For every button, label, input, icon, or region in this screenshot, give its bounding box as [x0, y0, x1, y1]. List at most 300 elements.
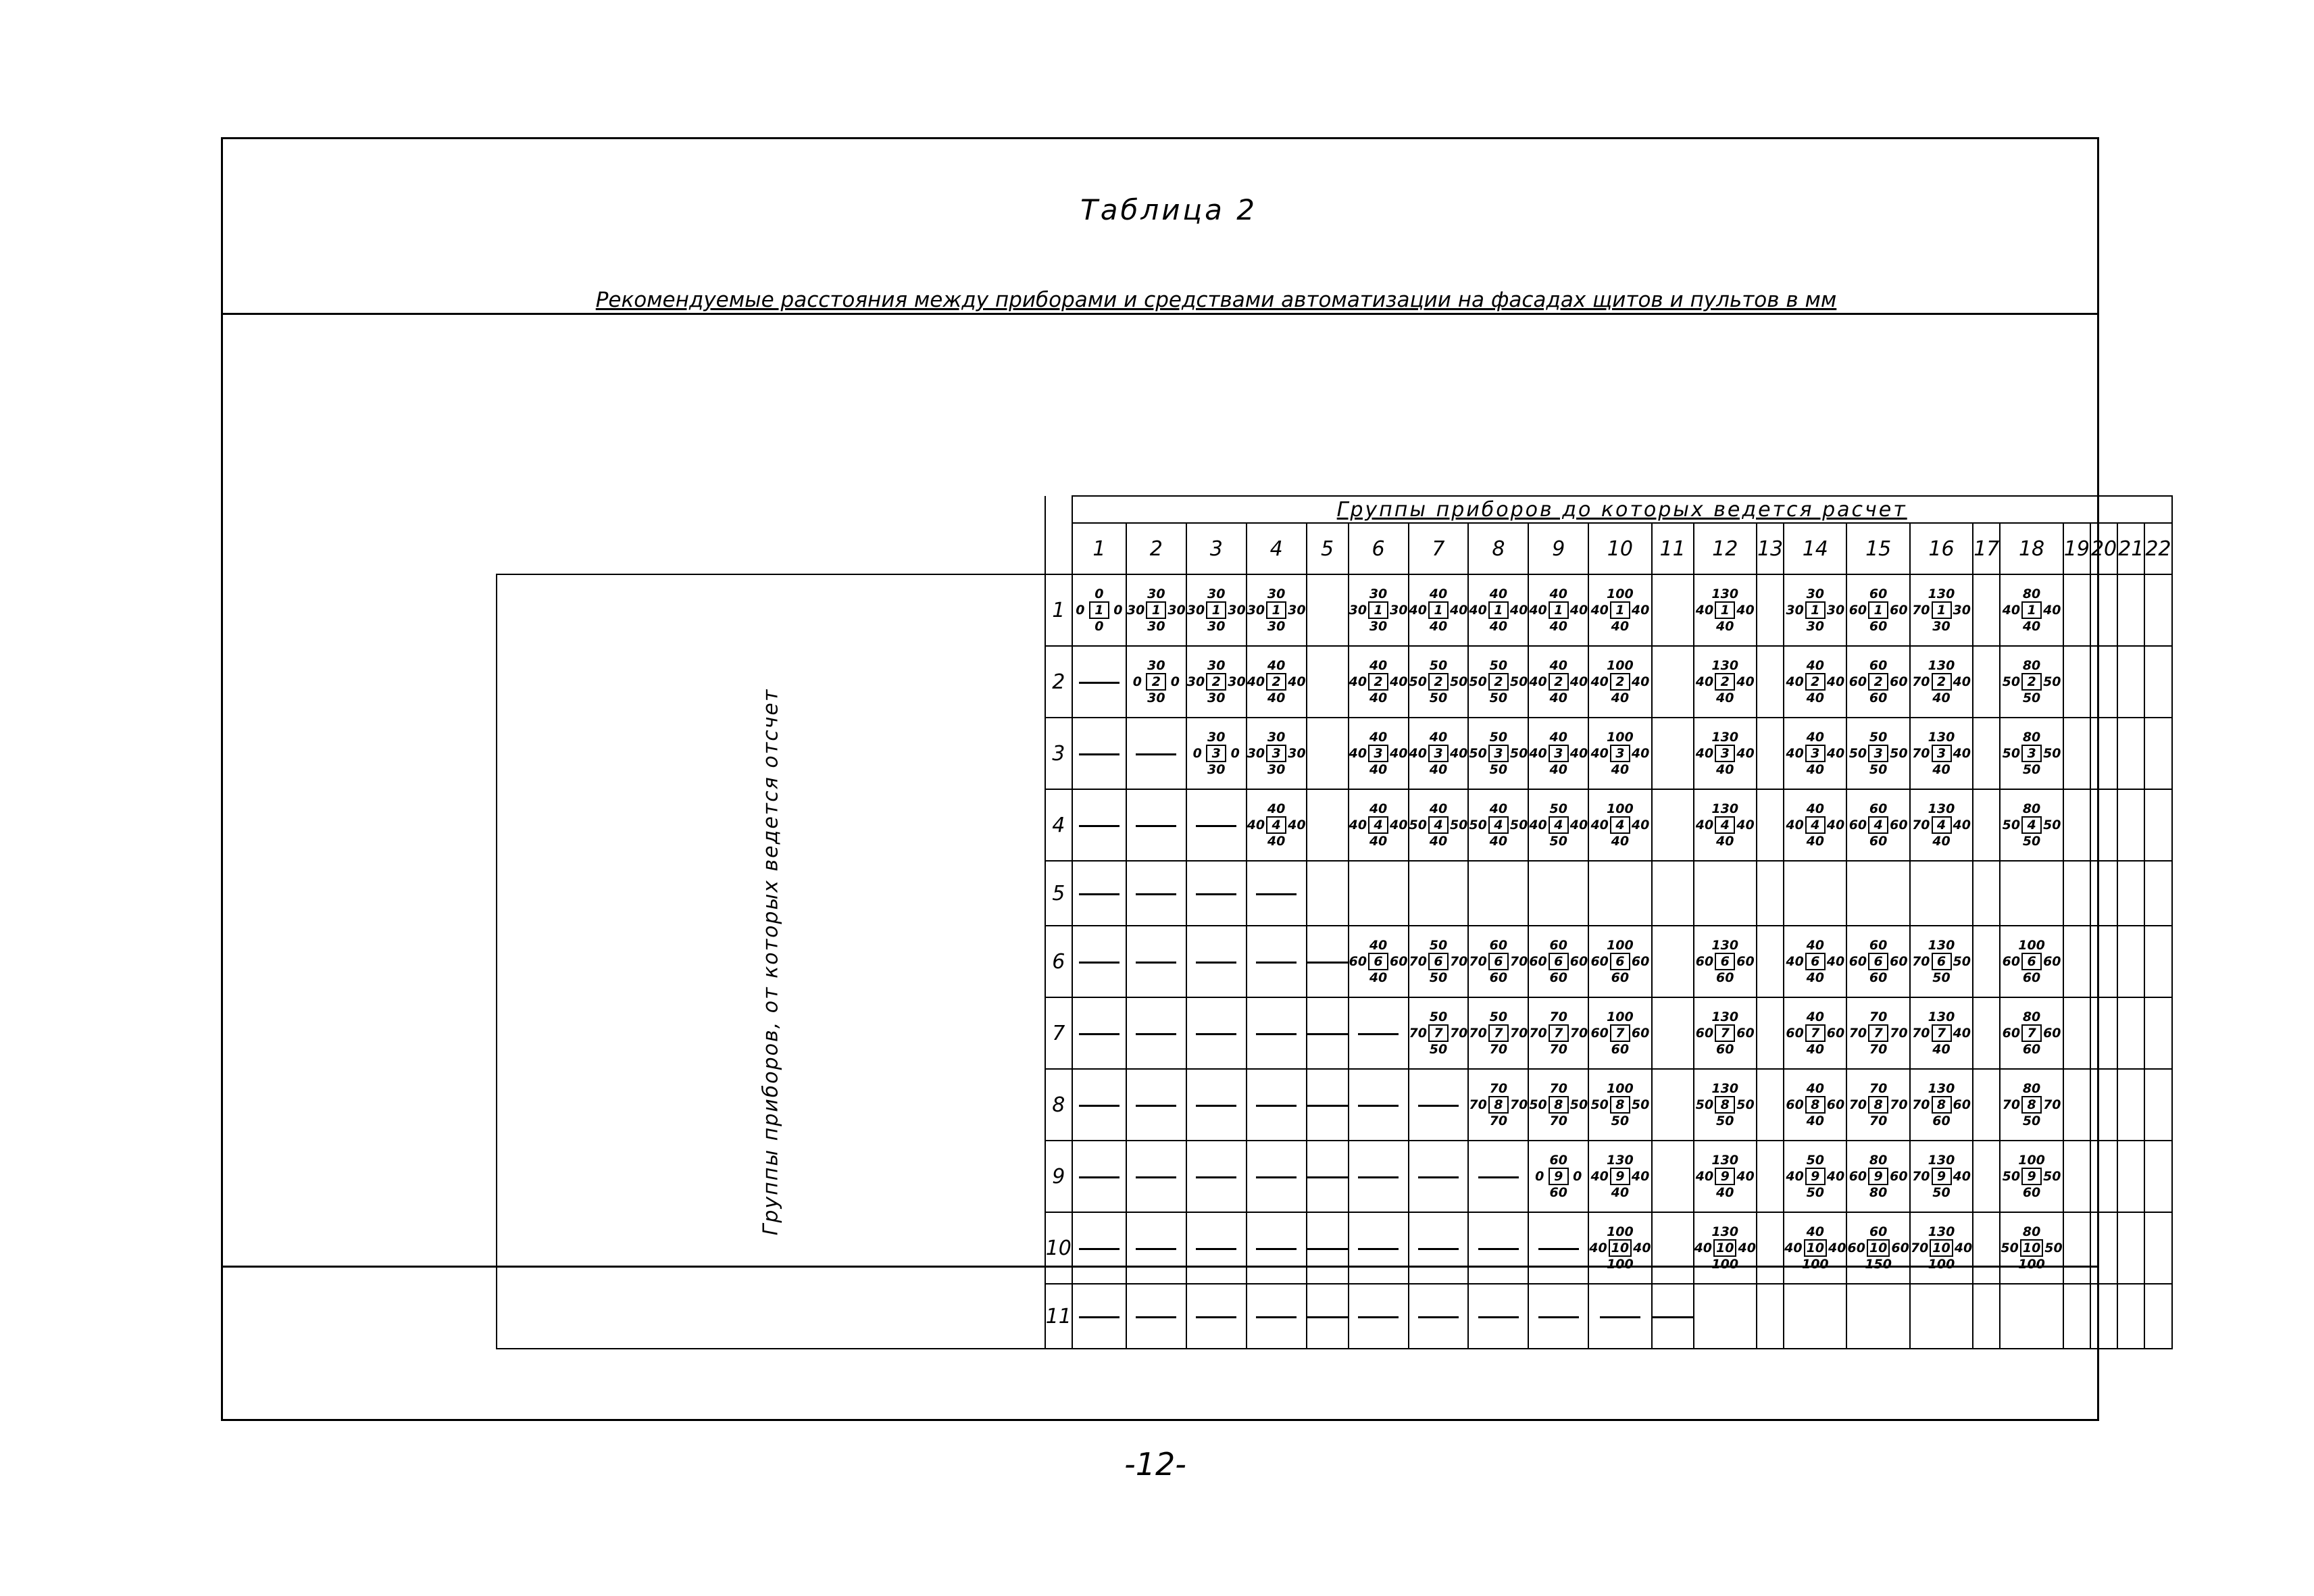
distance-right: 40	[1449, 603, 1468, 618]
table-cell	[1126, 1069, 1186, 1141]
dash-mark	[1256, 962, 1297, 964]
group-number-box: 2	[1266, 673, 1286, 691]
distance-middle	[2003, 673, 2061, 691]
table-cell	[1973, 1212, 2000, 1284]
distance-bottom: 0	[1095, 619, 1104, 634]
group-number-box: 10	[1609, 1239, 1632, 1257]
distance-middle	[1784, 1239, 1846, 1257]
distance-left: 40	[1247, 818, 1265, 832]
table-cell	[1846, 861, 1909, 926]
distance-entry	[1469, 938, 1528, 985]
distance-top: 40	[1369, 730, 1388, 745]
distance-entry	[1590, 801, 1649, 849]
table-cell	[1694, 997, 1757, 1069]
table-cell	[1186, 1069, 1247, 1141]
dash-mark	[1358, 1105, 1399, 1107]
distance-bottom: 40	[1549, 691, 1567, 705]
distance-left: 30	[1186, 674, 1205, 689]
distance-top: 30	[1207, 587, 1226, 601]
distance-entry	[1912, 938, 1971, 985]
distance-top: 70	[1869, 1009, 1888, 1024]
group-number-box: 2	[1932, 673, 1952, 691]
distance-bottom: 40	[1932, 691, 1951, 705]
dash-mark	[1478, 1248, 1519, 1250]
group-number-box: 2	[1206, 673, 1226, 691]
distance-entry	[1786, 730, 1844, 777]
distance-right: 70	[2043, 1097, 2061, 1112]
distance-right: 40	[1509, 603, 1528, 618]
table-cell	[2117, 718, 2144, 789]
table-cell	[1652, 574, 1694, 646]
distance-entry	[1696, 801, 1755, 849]
distance-top: 80	[2022, 658, 2041, 673]
table-cell	[2063, 789, 2090, 861]
distance-top: 100	[1607, 658, 1634, 673]
distance-middle	[1247, 673, 1306, 691]
distance-middle	[1786, 745, 1844, 762]
distance-entry	[1849, 730, 1908, 777]
column-header-13: 13	[1757, 523, 1784, 574]
distance-left: 60	[1848, 954, 1867, 969]
column-header-1: 1	[1072, 523, 1126, 574]
distance-entry	[1849, 1081, 1908, 1128]
table-cell	[1247, 1284, 1307, 1349]
distance-bottom: 30	[1369, 619, 1388, 634]
distance-right: 50	[1449, 674, 1468, 689]
table-cell	[2063, 926, 2090, 997]
distance-entry	[1469, 1009, 1528, 1057]
group-number-box: 8	[1715, 1096, 1735, 1114]
distance-middle	[2003, 1096, 2061, 1114]
distance-left: 50	[1695, 1097, 1714, 1112]
distance-entry	[1529, 938, 1588, 985]
distance-right: 40	[1569, 603, 1588, 618]
distance-bottom: 70	[1549, 1114, 1567, 1128]
distance-right: 50	[1736, 1097, 1755, 1112]
distance-entry	[1247, 801, 1306, 849]
distance-bottom: 40	[1429, 619, 1448, 634]
distance-right: 40	[1288, 674, 1306, 689]
table-cell	[1528, 646, 1588, 718]
distance-left: 70	[1848, 1097, 1867, 1112]
distance-right: 30	[1167, 603, 1186, 618]
dash-mark	[1079, 1248, 1120, 1250]
distance-right: 0	[1573, 1169, 1582, 1184]
distance-left: 40	[1349, 674, 1367, 689]
distance-top: 100	[1607, 1009, 1634, 1024]
group-number-box: 9	[1805, 1168, 1826, 1185]
distance-middle	[1696, 673, 1755, 691]
distance-bottom: 50	[1429, 970, 1448, 985]
dash-mark	[1136, 962, 1176, 964]
distance-top: 50	[1806, 1153, 1825, 1168]
group-number-box: 4	[1868, 816, 1888, 834]
distance-right: 40	[1569, 674, 1588, 689]
table-cell	[1757, 1141, 1784, 1212]
distance-entry	[1590, 1081, 1649, 1128]
distance-middle	[1696, 1096, 1755, 1114]
distance-right: 70	[1890, 1026, 1908, 1041]
distance-top: 60	[1869, 658, 1888, 673]
table-cell	[2090, 1212, 2117, 1284]
table-cell	[2000, 1141, 2063, 1212]
distance-right: 40	[1449, 746, 1468, 761]
row-header-3: 3	[1045, 718, 1072, 789]
table-cell	[1247, 926, 1307, 997]
dash-mark	[1136, 893, 1176, 895]
distance-bottom: 100	[1711, 1257, 1739, 1272]
distance-right: 40	[1631, 603, 1650, 618]
table-cell	[2000, 1069, 2063, 1141]
distance-left: 0	[1192, 746, 1202, 761]
distance-middle	[1696, 745, 1755, 762]
group-number-box: 2	[1488, 673, 1509, 691]
table-cell	[1468, 646, 1528, 718]
distance-right: 40	[1826, 746, 1845, 761]
group-number-box: 3	[1488, 745, 1509, 762]
dash-mark	[1079, 893, 1120, 895]
table-cell	[2117, 861, 2144, 926]
distance-left: 50	[1848, 746, 1867, 761]
table-cell	[1307, 1212, 1349, 1284]
table-title: Таблица 2	[1080, 193, 1257, 226]
distance-bottom: 70	[1869, 1114, 1888, 1128]
distance-right: 50	[1890, 746, 1908, 761]
distance-entry	[1912, 1153, 1971, 1200]
table-cell	[1784, 926, 1846, 997]
row-header-9: 9	[1045, 1141, 1072, 1212]
distance-top: 130	[1928, 1081, 1955, 1096]
distance-entry	[1786, 938, 1844, 985]
table-cell	[1973, 861, 2000, 926]
distance-left: 0	[1535, 1169, 1544, 1184]
distance-middle	[1786, 1168, 1844, 1185]
distance-entry	[1529, 730, 1588, 777]
distance-middle	[1529, 673, 1588, 691]
distance-right: 60	[1569, 954, 1588, 969]
table-cell	[1186, 861, 1247, 926]
distance-top: 130	[1607, 1153, 1634, 1168]
distance-middle	[1786, 1024, 1844, 1042]
distance-left: 70	[1912, 1026, 1930, 1041]
distance-middle	[1247, 816, 1306, 834]
distance-bottom: 40	[1611, 762, 1630, 777]
table-cell	[1588, 1141, 1651, 1212]
distance-top: 40	[1806, 1224, 1825, 1239]
distance-left: 70	[1912, 954, 1930, 969]
distance-top: 30	[1267, 587, 1286, 601]
table-cell	[1468, 1069, 1528, 1141]
distance-entry	[1590, 1153, 1649, 1200]
distance-left: 40	[1590, 818, 1609, 832]
table-cell	[2117, 789, 2144, 861]
table-cell	[1072, 718, 1126, 789]
distance-bottom: 30	[1267, 762, 1286, 777]
distance-right: 40	[1826, 818, 1845, 832]
table-cell	[1409, 574, 1469, 646]
distance-middle	[1349, 816, 1408, 834]
group-number-box: 6	[1368, 953, 1388, 970]
distance-left: 40	[1695, 1169, 1714, 1184]
distance-entry	[1912, 1009, 1971, 1057]
distance-top: 50	[1429, 938, 1448, 953]
table-cell	[1784, 861, 1846, 926]
table-cell	[1784, 718, 1846, 789]
table-cell	[1072, 997, 1126, 1069]
table-cell	[1757, 574, 1784, 646]
distance-top: 40	[1806, 1009, 1825, 1024]
table-cell	[2063, 1069, 2090, 1141]
group-number-box: 6	[1868, 953, 1888, 970]
table-cell	[2090, 1141, 2117, 1212]
distance-bottom: 30	[1267, 619, 1286, 634]
column-header-14: 14	[1784, 523, 1846, 574]
distance-bottom: 60	[2022, 1042, 2041, 1057]
distance-right: 60	[1891, 1241, 1909, 1255]
group-number-box: 10	[1804, 1239, 1827, 1257]
group-number-box: 2	[1549, 673, 1569, 691]
distance-bottom: 50	[2022, 691, 2041, 705]
table-cell	[2144, 926, 2171, 997]
group-number-box: 9	[2021, 1168, 2042, 1185]
distance-right: 50	[2043, 818, 2061, 832]
distance-top: 50	[1869, 730, 1888, 745]
dash-mark	[1196, 1033, 1236, 1035]
row-header-7: 7	[1045, 997, 1072, 1069]
distance-left: 40	[1786, 954, 1804, 969]
table-cell	[1528, 789, 1588, 861]
distance-entry	[1349, 938, 1408, 985]
distance-right: 60	[1890, 818, 1908, 832]
table-cell	[2117, 1069, 2144, 1141]
table-cell	[2000, 861, 2063, 926]
distance-bottom: 80	[1869, 1185, 1888, 1200]
group-number-box: 4	[1549, 816, 1569, 834]
table-cell	[1528, 1212, 1588, 1284]
group-number-box: 2	[2021, 673, 2042, 691]
table-cell	[1409, 646, 1469, 718]
distance-bottom: 40	[1549, 619, 1567, 634]
dash-mark	[1256, 1316, 1297, 1318]
distance-top: 130	[1711, 587, 1739, 601]
distance-middle	[2003, 1024, 2061, 1042]
table-cell	[1468, 1141, 1528, 1212]
distance-bottom: 40	[1716, 1185, 1734, 1200]
distance-left: 70	[1912, 1097, 1930, 1112]
distance-entry	[2003, 1081, 2061, 1128]
table-cell	[1528, 1069, 1588, 1141]
distance-top: 130	[1928, 801, 1955, 816]
distance-entry	[2003, 1009, 2061, 1057]
group-number-box: 10	[1867, 1239, 1890, 1257]
distance-top: 100	[1607, 801, 1634, 816]
distance-top: 130	[1711, 1224, 1739, 1239]
distance-middle	[1786, 816, 1844, 834]
group-number-box: 9	[1610, 1168, 1630, 1185]
column-header-7: 7	[1409, 523, 1469, 574]
table-cell	[2000, 1212, 2063, 1284]
table-cell	[1910, 789, 1973, 861]
table-cell	[2144, 789, 2171, 861]
distance-bottom: 40	[1716, 762, 1734, 777]
distance-top: 60	[1489, 938, 1508, 953]
distance-right: 40	[1953, 1169, 1971, 1184]
distance-bottom: 60	[1549, 1185, 1567, 1200]
distance-entry	[1469, 801, 1528, 849]
table-cell	[1468, 789, 1528, 861]
dash-mark	[1307, 1033, 1348, 1035]
table-cell	[2000, 718, 2063, 789]
distance-left: 40	[2002, 603, 2021, 618]
distance-bottom: 50	[1549, 834, 1567, 849]
distance-left: 70	[1912, 674, 1930, 689]
distance-right: 60	[1890, 603, 1908, 618]
table-cell	[1186, 718, 1247, 789]
distance-bottom: 40	[1611, 691, 1630, 705]
distance-middle	[1912, 745, 1971, 762]
table-cell	[2063, 1212, 2090, 1284]
distance-middle	[2001, 1239, 2062, 1257]
table-cell	[2090, 574, 2117, 646]
distance-entry	[1912, 658, 1971, 705]
distance-left: 30	[1247, 746, 1265, 761]
distance-middle	[1849, 1024, 1908, 1042]
distance-entry	[1409, 587, 1468, 634]
table-cell	[1846, 1212, 1909, 1284]
distance-left: 40	[1409, 746, 1427, 761]
dash-mark	[1136, 1176, 1176, 1178]
group-number-box: 2	[1868, 673, 1888, 691]
distance-top: 40	[1806, 938, 1825, 953]
table-cell	[1247, 861, 1307, 926]
distance-top: 130	[1711, 1009, 1739, 1024]
table-cell	[1973, 1284, 2000, 1349]
table-cell	[1528, 997, 1588, 1069]
distance-left: 60	[1695, 954, 1714, 969]
dash-mark	[1196, 1176, 1236, 1178]
distance-top: 40	[1489, 587, 1508, 601]
table-cell	[1072, 926, 1126, 997]
distance-left: 40	[1786, 818, 1804, 832]
table-cell	[1186, 1212, 1247, 1284]
group-number-box: 8	[1805, 1096, 1826, 1114]
dash-mark	[1136, 1316, 1176, 1318]
group-number-box: 7	[1868, 1024, 1888, 1042]
distance-bottom: 60	[1489, 970, 1508, 985]
distance-right: 40	[1390, 818, 1408, 832]
table-cell	[2090, 861, 2117, 926]
distance-bottom: 40	[1716, 691, 1734, 705]
table-cell	[1409, 861, 1469, 926]
corner-blank	[497, 496, 1045, 574]
distance-bottom: 40	[2022, 619, 2041, 634]
distance-top: 50	[1489, 658, 1508, 673]
table-cell	[1307, 926, 1349, 997]
table-cell	[1973, 574, 2000, 646]
group-number-box: 2	[1428, 673, 1449, 691]
distance-top: 130	[1711, 801, 1739, 816]
distance-middle	[1130, 673, 1182, 691]
table-cell	[1846, 789, 1909, 861]
table-cell	[1973, 997, 2000, 1069]
table-cell	[1652, 997, 1694, 1069]
table-cell	[1247, 718, 1307, 789]
table-cell	[1588, 1212, 1651, 1284]
distance-left: 40	[1786, 674, 1804, 689]
distance-middle	[1912, 816, 1971, 834]
table-cell	[1652, 1141, 1694, 1212]
distance-middle	[1073, 601, 1126, 619]
table-cell	[1349, 1284, 1409, 1349]
table-cell	[1468, 1212, 1528, 1284]
distance-middle	[1409, 745, 1468, 762]
distance-right: 70	[1569, 1026, 1588, 1041]
distance-middle	[1409, 1024, 1468, 1042]
distance-middle	[1912, 1168, 1971, 1185]
table-cell	[1588, 646, 1651, 718]
distance-middle	[1247, 601, 1306, 619]
distance-right: 60	[1736, 1026, 1755, 1041]
group-number-box: 4	[1368, 816, 1388, 834]
distance-middle	[1187, 673, 1246, 691]
distance-left: 40	[1786, 746, 1804, 761]
distance-bottom: 40	[1611, 619, 1630, 634]
corner-blank	[1045, 496, 1072, 574]
column-header-21: 21	[2117, 523, 2144, 574]
group-number-box: 4	[1488, 816, 1509, 834]
table-cell	[1072, 1212, 1126, 1284]
group-number-box: 1	[1488, 601, 1509, 619]
group-number-box: 6	[1488, 953, 1509, 970]
distance-left: 50	[1409, 818, 1427, 832]
distance-entry	[1469, 730, 1528, 777]
table-cell	[1126, 646, 1186, 718]
group-number-box: 6	[1715, 953, 1735, 970]
table-cell	[1247, 789, 1307, 861]
table-cell	[1349, 574, 1409, 646]
column-header-20: 20	[2090, 523, 2117, 574]
table-cell	[1072, 861, 1126, 926]
distance-right: 50	[1509, 746, 1528, 761]
dash-mark	[1418, 1248, 1459, 1250]
distance-bottom: 40	[1267, 691, 1286, 705]
dash-mark	[1079, 1316, 1120, 1318]
table-cell	[1757, 1212, 1784, 1284]
distance-entry	[1469, 587, 1528, 634]
distance-entry	[1590, 1009, 1649, 1057]
group-number-box: 1	[1868, 601, 1888, 619]
distance-middle	[1529, 601, 1588, 619]
table-cell	[1349, 997, 1409, 1069]
distance-middle	[1696, 1024, 1755, 1042]
table-cell	[1247, 646, 1307, 718]
row-group-label-text: Группы приборов, от которых ведется отсчет	[759, 688, 783, 1235]
distance-middle	[1469, 673, 1528, 691]
distance-bottom: 40	[1369, 691, 1388, 705]
table-cell	[1652, 926, 1694, 997]
table-cell	[1846, 1141, 1909, 1212]
distance-left: 60	[1848, 603, 1867, 618]
distance-entry	[1409, 658, 1468, 705]
table-cell	[2000, 926, 2063, 997]
dash-mark	[1256, 1105, 1297, 1107]
table-cell	[1784, 1212, 1846, 1284]
distance-top: 30	[1147, 658, 1165, 673]
distance-entry	[1696, 1153, 1755, 1200]
distance-middle	[1349, 953, 1408, 970]
table-cell	[1409, 789, 1469, 861]
table-cell	[1973, 789, 2000, 861]
